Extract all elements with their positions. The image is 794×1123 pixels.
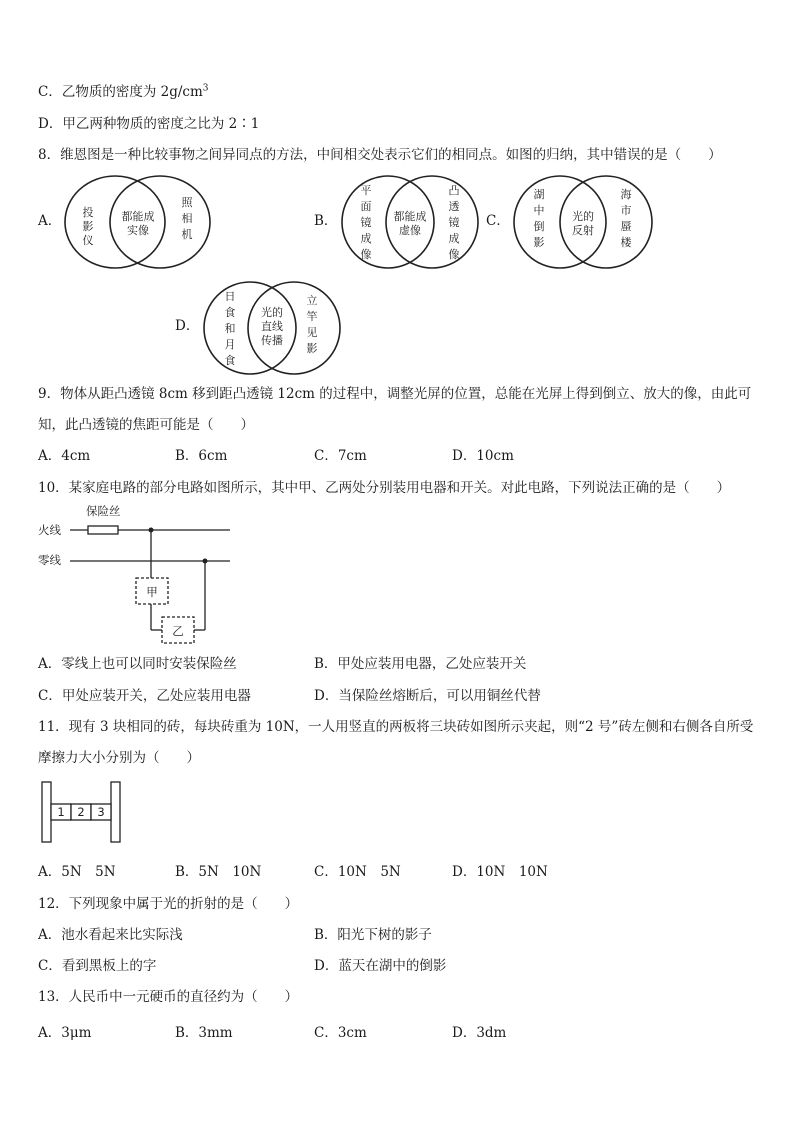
q8-stem: 8．维恩图是一种比较事物之间异同点的方法，中间相交处表示它们的相同点。如图的归纳，其中错误的是（ ） bbox=[38, 147, 722, 163]
svg-text:食: 食 bbox=[224, 306, 236, 319]
venn-b-right bbox=[449, 184, 460, 261]
q12-option-c: C．看到黑板上的字 bbox=[38, 958, 157, 974]
live-wire-label: 火线 bbox=[38, 523, 61, 537]
svg-text:投: 投 bbox=[82, 206, 94, 219]
svg-text:成: 成 bbox=[360, 232, 372, 245]
svg-text:实像: 实像 bbox=[127, 224, 149, 237]
brick-1-label: 1 bbox=[57, 805, 65, 819]
q8-option-d-letter: D． bbox=[175, 318, 200, 334]
brick-3-label: 3 bbox=[97, 805, 105, 819]
device-jia-label: 甲 bbox=[146, 585, 158, 599]
svg-text:影: 影 bbox=[533, 236, 545, 249]
venn-b-left bbox=[361, 184, 372, 261]
q8-option-c-letter: C． bbox=[486, 213, 510, 229]
svg-text:像: 像 bbox=[448, 248, 460, 261]
svg-text:机: 机 bbox=[181, 228, 193, 241]
q9-option-a: A．4cm bbox=[38, 448, 91, 464]
svg-text:倒: 倒 bbox=[533, 220, 545, 233]
venn-c-right bbox=[621, 187, 633, 249]
venn-b-center bbox=[394, 209, 427, 237]
q8-option-a-letter: A． bbox=[38, 213, 62, 229]
venn-c-left bbox=[534, 187, 545, 249]
q9-stem-line2: 知，此凸透镜的焦距可能是（ ） bbox=[38, 417, 254, 433]
q11-option-b: B．5N 10N bbox=[175, 864, 262, 880]
svg-text:照: 照 bbox=[181, 196, 193, 209]
q9-option-c: C．7cm bbox=[314, 448, 367, 464]
fuse-icon bbox=[88, 526, 118, 534]
q11-option-a: A．5N 5N bbox=[38, 864, 116, 880]
venn-a bbox=[60, 172, 220, 272]
svg-text:月: 月 bbox=[224, 338, 236, 351]
svg-text:食: 食 bbox=[224, 354, 236, 367]
svg-text:湖: 湖 bbox=[533, 188, 545, 201]
svg-text:像: 像 bbox=[360, 248, 372, 261]
q11-option-c: C．10N 5N bbox=[314, 864, 401, 880]
svg-text:海: 海 bbox=[620, 188, 632, 201]
q7-option-d: D．甲乙两种物质的密度之比为 2∶1 bbox=[38, 116, 260, 132]
neutral-wire-label: 零线 bbox=[38, 553, 61, 567]
venn-c-center bbox=[572, 209, 594, 237]
svg-text:传播: 传播 bbox=[261, 334, 283, 347]
svg-text:楼: 楼 bbox=[620, 236, 632, 249]
q10-option-a: A．零线上也可以同时安装保险丝 bbox=[38, 656, 237, 672]
q7-option-c bbox=[38, 84, 209, 100]
svg-text:透: 透 bbox=[448, 200, 460, 213]
svg-text:相: 相 bbox=[181, 212, 193, 225]
svg-text:虚像: 虚像 bbox=[399, 224, 421, 237]
q12-option-a: A．池水看起来比实际浅 bbox=[38, 927, 183, 943]
q11-brick-diagram bbox=[38, 778, 128, 852]
q13-option-d: D．3dm bbox=[452, 1025, 507, 1041]
q12-option-b: B．阳光下树的影子 bbox=[314, 927, 432, 943]
q11-option-d: D．10N 10N bbox=[452, 864, 548, 880]
q10-option-d: D．当保险丝熔断后，可以用铜丝代替 bbox=[314, 688, 541, 704]
q10-option-b: B．甲处应装用电器，乙处应装开关 bbox=[314, 656, 527, 672]
svg-text:仪: 仪 bbox=[82, 234, 94, 247]
q10-stem: 10．某家庭电路的部分电路如图所示，其中甲、乙两处分别装用电器和开关。对此电路，下列说法正确的是（ ） bbox=[38, 480, 731, 496]
q7-option-c-sup: 3 bbox=[202, 83, 209, 94]
q9-option-b: B．6cm bbox=[175, 448, 228, 464]
venn-b bbox=[336, 172, 486, 272]
right-board bbox=[111, 782, 120, 842]
svg-text:反射: 反射 bbox=[572, 224, 594, 237]
q9-option-d: D．10cm bbox=[452, 448, 514, 464]
svg-text:日: 日 bbox=[224, 290, 236, 303]
q12-stem: 12．下列现象中属于光的折射的是（ ） bbox=[38, 896, 299, 912]
left-board bbox=[42, 782, 51, 842]
brick-2-label: 2 bbox=[77, 805, 85, 819]
svg-text:镜: 镜 bbox=[360, 216, 372, 229]
svg-text:都能成: 都能成 bbox=[393, 210, 427, 223]
svg-text:凸: 凸 bbox=[448, 184, 460, 197]
svg-text:平: 平 bbox=[360, 184, 372, 197]
q13-stem: 13．人民币中一元硬币的直径约为（ ） bbox=[38, 989, 299, 1005]
svg-text:见: 见 bbox=[306, 326, 318, 339]
svg-text:都能成: 都能成 bbox=[121, 210, 155, 223]
q10-option-c: C．甲处应装开关，乙处应装用电器 bbox=[38, 688, 251, 704]
q12-option-d: D．蓝天在湖中的倒影 bbox=[314, 958, 447, 974]
venn-d-right bbox=[307, 294, 318, 355]
svg-text:镜: 镜 bbox=[448, 216, 460, 229]
svg-text:市: 市 bbox=[620, 204, 632, 217]
q9-stem-line1: 9．物体从距凸透镜 8cm 移到距凸透镜 12cm 的过程中，调整光屏的位置，总能在光屏上得到倒立、放大的像，由此可 bbox=[38, 386, 752, 402]
venn-a-right bbox=[182, 196, 194, 241]
q11-stem-line1: 11．现有 3 块相同的砖，每块砖重为 10N，一人用竖直的两板将三块砖如图所示夹起，则“2 号”砖左侧和右侧各自所受 bbox=[38, 719, 754, 735]
svg-text:立: 立 bbox=[306, 294, 318, 307]
svg-text:中: 中 bbox=[533, 204, 545, 217]
venn-d-center bbox=[261, 305, 283, 347]
svg-text:光的: 光的 bbox=[261, 306, 283, 319]
q10-circuit-diagram bbox=[34, 500, 244, 654]
svg-text:直线: 直线 bbox=[261, 320, 283, 333]
q7-option-c-text: C．乙物质的密度为 2g/cm bbox=[38, 84, 203, 100]
venn-d-left bbox=[225, 290, 236, 367]
svg-text:影: 影 bbox=[306, 342, 318, 355]
q13-option-c: C．3cm bbox=[314, 1025, 367, 1041]
venn-a-center bbox=[122, 209, 155, 237]
q8-option-b-letter: B． bbox=[314, 213, 338, 229]
svg-text:面: 面 bbox=[360, 200, 372, 213]
svg-text:和: 和 bbox=[224, 322, 236, 335]
venn-c bbox=[508, 172, 660, 272]
q11-stem-line2: 摩擦力大小分别为（ ） bbox=[38, 750, 200, 766]
venn-a-left bbox=[83, 205, 94, 247]
svg-text:影: 影 bbox=[82, 220, 94, 233]
svg-text:成: 成 bbox=[448, 232, 460, 245]
svg-text:光的: 光的 bbox=[572, 210, 594, 223]
q13-option-a: A．3μm bbox=[38, 1025, 92, 1041]
device-yi-label: 乙 bbox=[172, 624, 184, 638]
fuse-label: 保险丝 bbox=[86, 504, 121, 518]
svg-text:蜃: 蜃 bbox=[620, 220, 632, 233]
q13-option-b: B．3mm bbox=[175, 1025, 233, 1041]
venn-d bbox=[198, 278, 348, 378]
svg-text:竿: 竿 bbox=[306, 310, 318, 323]
